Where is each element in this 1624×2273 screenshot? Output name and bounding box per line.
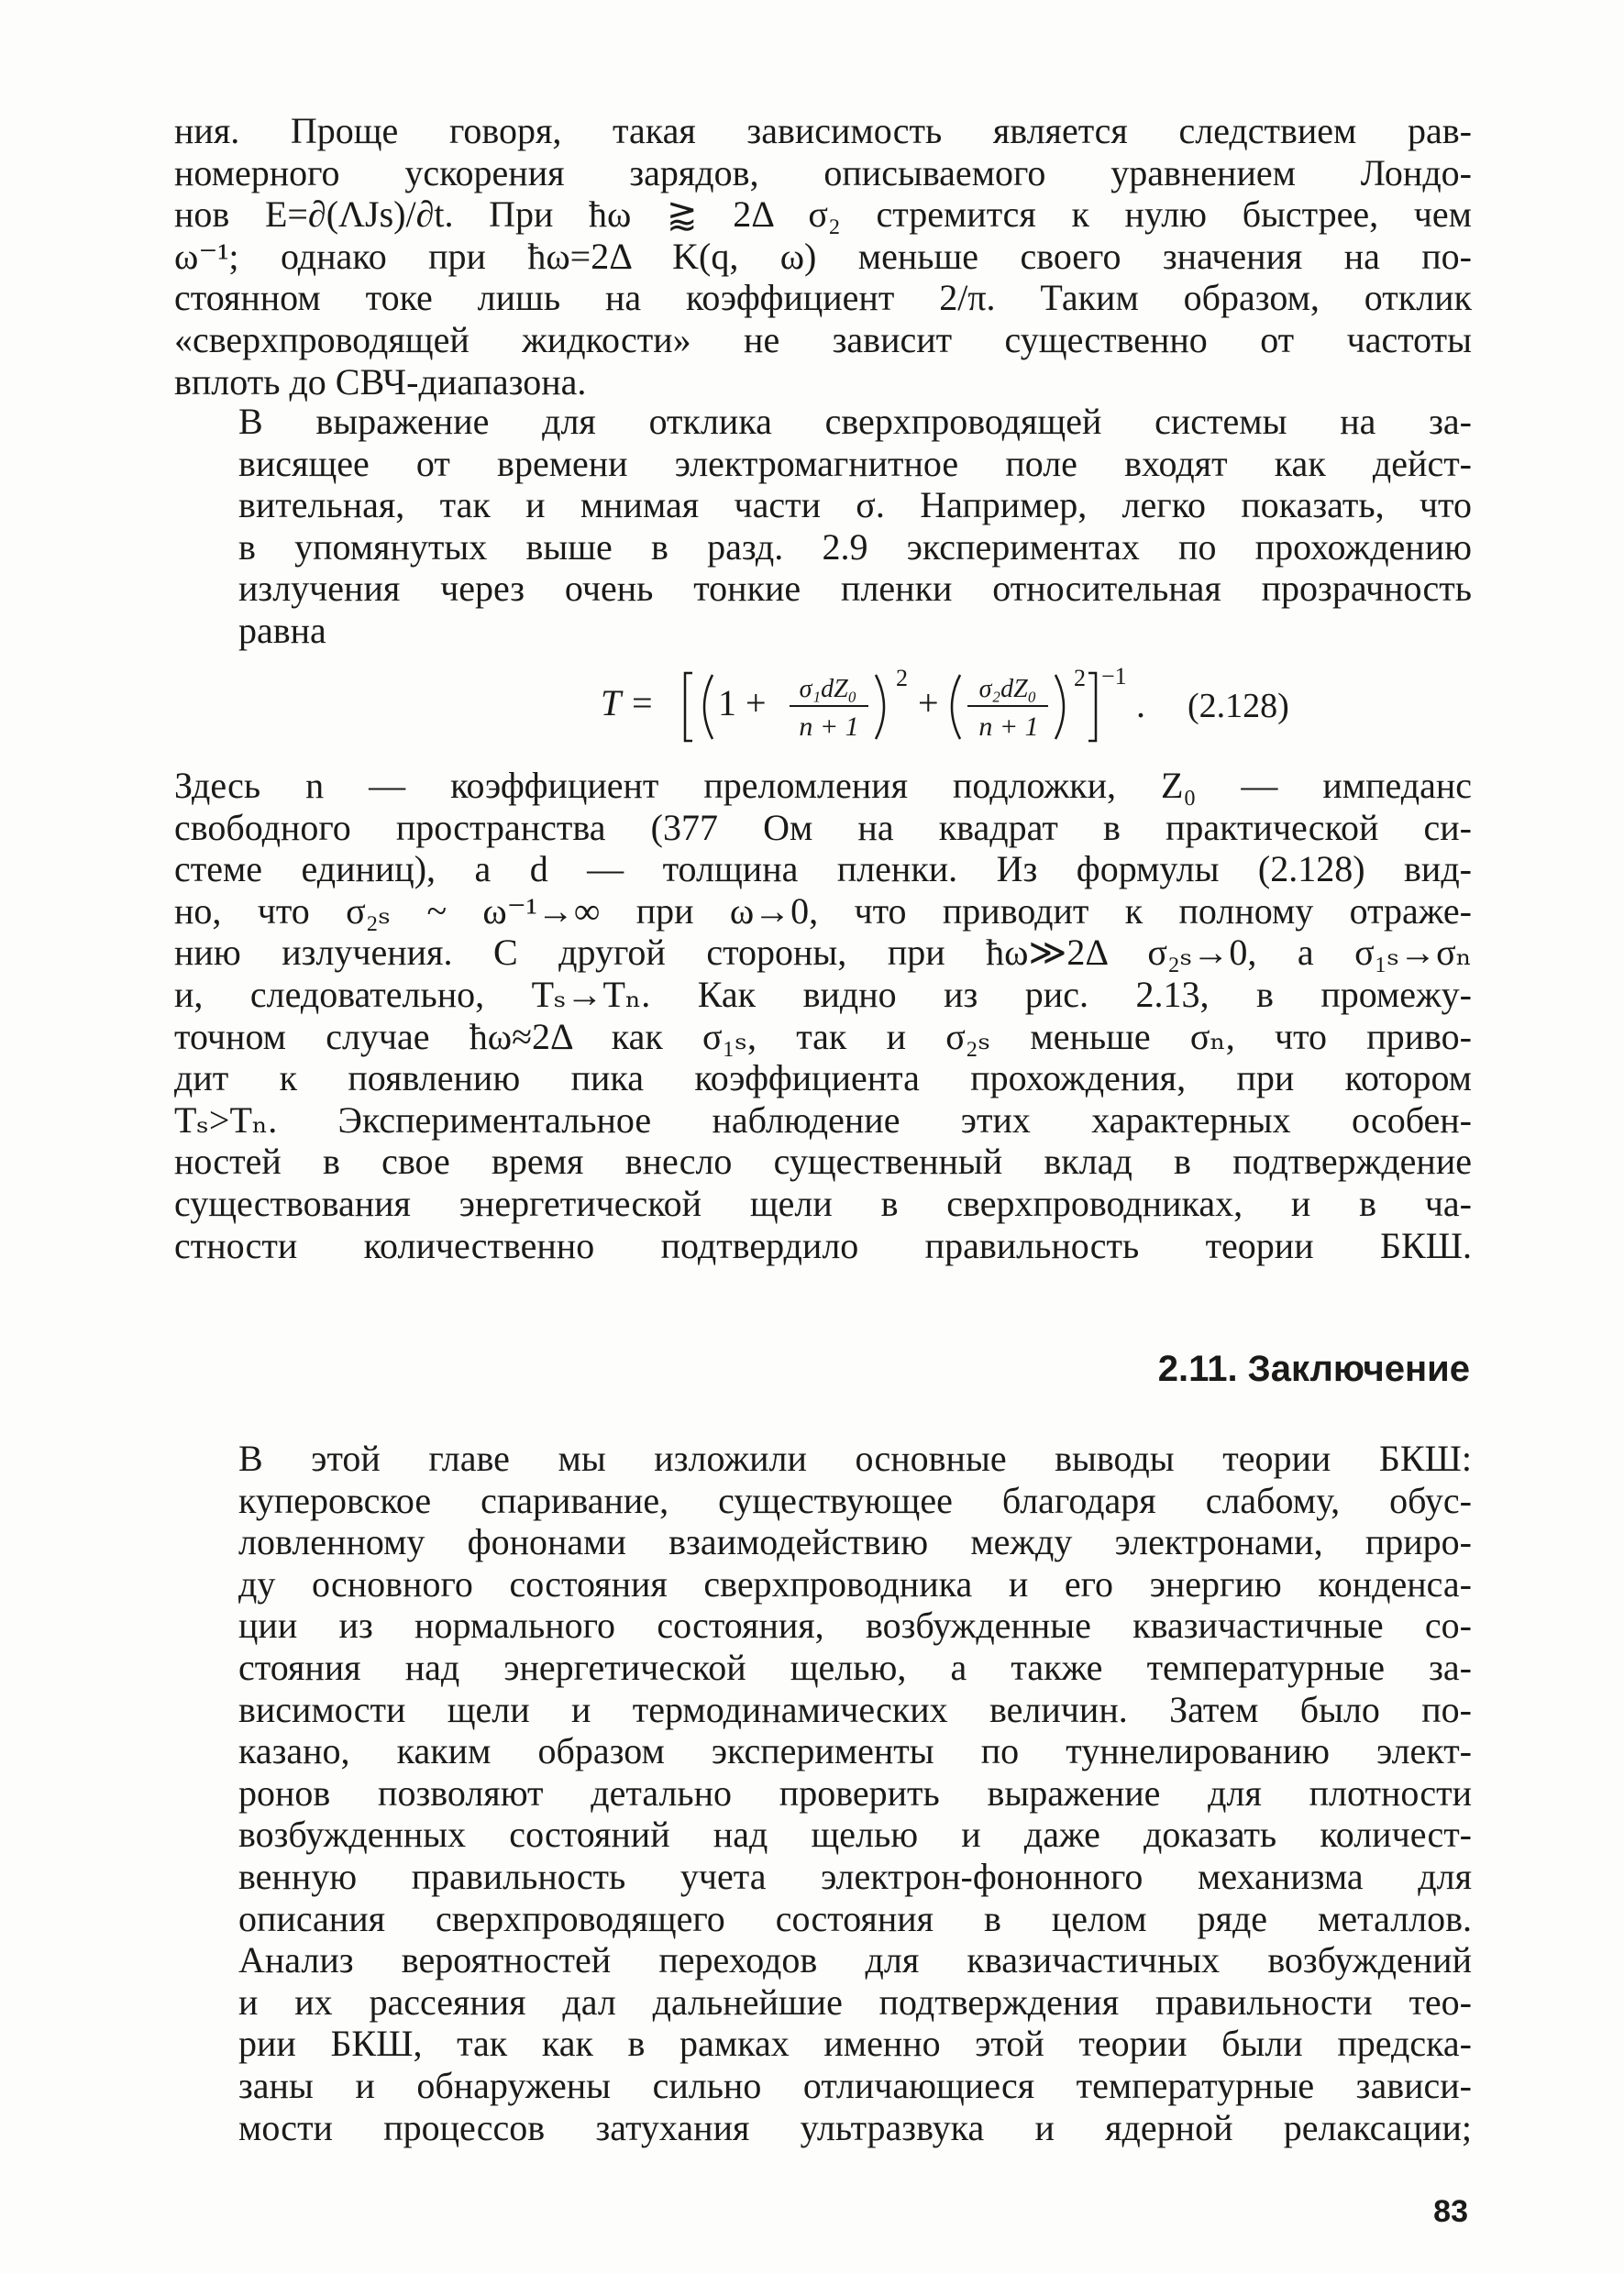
fraction-1-numerator: σ₁dZ₀ — [799, 675, 857, 703]
text-line: дит к появлению пика коэффициента прохождения, при котором — [174, 1057, 1472, 1099]
fraction-2-numerator: σ₂dZ₀ — [978, 675, 1037, 703]
text-line: стности количественно подтвердило правильность теории БКШ. — [174, 1224, 1472, 1266]
paragraph-transparency-intro — [174, 401, 1472, 652]
text-line: но, что σ₂ₛ ~ ω⁻¹→∞ при ω→0, что приводит к полному отраже- — [174, 889, 1472, 932]
text-line: нов Е=∂(ΛJs)/∂t. При ħω ⪆ 2Δ σ₂ стремится к нулю быстрее, чем — [174, 193, 1472, 236]
text-line: ния. Проще говоря, такая зависимость является следствием рав- — [174, 110, 1472, 151]
formula-one-plus: 1 + — [718, 682, 767, 723]
text-line: описания сверхпроводящего состояния в целом ряде металлов. — [238, 1897, 1472, 1939]
text-line: казано, каким образом эксперименты по туннелированию элект- — [238, 1730, 1472, 1772]
paragraph-london-response — [174, 110, 1472, 403]
text-line: номерного ускорения зарядов, описываемого уравнением Лондо- — [174, 151, 1472, 193]
text-line: В этой главе мы изложили основные выводы теории БКШ: — [238, 1438, 1472, 1479]
equation-number: (2.128) — [1188, 687, 1289, 725]
text-line: излучения через очень тонкие пленки относительная прозрачность — [238, 568, 1472, 610]
text-line: вплоть до СВЧ-диапазона. — [174, 360, 587, 403]
text-line: Tₛ>Tₙ. Экспериментальное наблюдение этих характерных особен- — [174, 1098, 1472, 1141]
right-paren — [876, 675, 884, 739]
text-line: висящее от времени электромагнитное поле входят как дейст- — [238, 442, 1472, 484]
fraction-2-denominator: n + 1 — [978, 712, 1039, 742]
text-line: ронов позволяют детально проверить выражение для плотности — [238, 1771, 1472, 1814]
power-2: 2 — [1074, 665, 1086, 691]
text-line: нию излучения. С другой стороны, при ħω≫2Δ σ₂ₛ→0, а σ₁ₛ→σₙ — [174, 932, 1472, 974]
text-line: и их рассеяния дал дальнейшие подтверждения правильности тео- — [238, 1981, 1472, 2023]
text-line: рии БКШ, так как в рамках именно этой теории были предска- — [238, 2023, 1472, 2065]
text-line: ловленному фононами взаимодействию между электронами, приро- — [238, 1521, 1472, 1563]
outer-left-bracket — [685, 673, 692, 741]
paragraph-conclusion — [174, 1438, 1472, 2148]
text-line: В выражение для отклика сверхпроводящей системы на за- — [238, 401, 1472, 442]
power-2: 2 — [896, 665, 908, 691]
left-paren — [704, 675, 713, 739]
text-line: ω⁻¹; однако при ħω=2Δ K(q, ω) меньше своего значения на по- — [174, 235, 1472, 277]
text-line: существования энергетической щели в сверхпроводниках, и в ча- — [174, 1182, 1472, 1224]
text-line: висимости щели и термодинамических величин. Затем было по- — [238, 1688, 1472, 1730]
text-line: в упомянутых выше в разд. 2.9 экспериментах по прохождению — [238, 525, 1472, 568]
text-line: стеме единиц), а d — толщина пленки. Из формулы (2.128) вид- — [174, 848, 1472, 890]
equation-2-128 — [601, 662, 1481, 745]
text-line: мости процессов затухания ультразвука и ядерной релаксации; — [238, 2106, 1472, 2148]
text-line: и, следовательно, Tₛ→Tₙ. Как видно из рис. 2.13, в промежу- — [174, 973, 1472, 1015]
right-paren — [1055, 675, 1064, 739]
fraction-1-denominator: n + 1 — [799, 712, 859, 742]
text-line: ции из нормального состояния, возбужденные квазичастичные со- — [238, 1605, 1472, 1647]
power-minus-1: −1 — [1101, 663, 1127, 690]
text-line: Анализ вероятностей переходов для квазичастичных возбуждений — [238, 1939, 1472, 1981]
formula-period: . — [1136, 684, 1145, 725]
left-paren — [952, 675, 960, 739]
text-line: ностей в свое время внесло существенный вклад в подтверждение — [174, 1141, 1472, 1183]
text-line: точном случае ħω≈2Δ как σ₁ₛ, так и σ₂ₛ меньше σₙ, что приво- — [174, 1015, 1472, 1057]
text-line: венную правильность учета электрон-фононного механизма для — [238, 1855, 1472, 1897]
paragraph-bcs-transmission — [174, 765, 1472, 1266]
formula-plus: + — [918, 682, 939, 723]
section-heading: 2.11. Заключение — [1157, 1349, 1470, 1389]
text-line: равна — [238, 609, 326, 651]
text-line: заны и обнаружены сильно отличающиеся температурные зависи- — [238, 2064, 1472, 2106]
formula-lhs: T = — [601, 682, 655, 723]
text-line: свободного пространства (377 Ом на квадрат в практической си- — [174, 806, 1472, 848]
text-line: вительная, так и мнимая части σ. Например, легко показать, что — [238, 484, 1472, 526]
text-line: стояния над энергетической щелью, а также температурные за- — [238, 1646, 1472, 1688]
page-number: 83 — [1433, 2194, 1468, 2229]
text-line: куперовское спаривание, существующее благодаря слабому, обус- — [238, 1479, 1472, 1521]
outer-right-bracket — [1088, 673, 1096, 741]
text-line: Здесь n — коэффициент преломления подложки, Z₀ — импеданс — [174, 765, 1472, 806]
text-line: «сверхпроводящей жидкости» не зависит существенно от частоты — [174, 318, 1472, 360]
text-line: стоянном токе лишь на коэффициент 2/π. Таким образом, отклик — [174, 277, 1472, 319]
text-line: ду основного состояния сверхпроводника и его энергию конденса- — [238, 1562, 1472, 1605]
text-line: возбужденных состояний над щелью и даже доказать количест- — [238, 1814, 1472, 1856]
